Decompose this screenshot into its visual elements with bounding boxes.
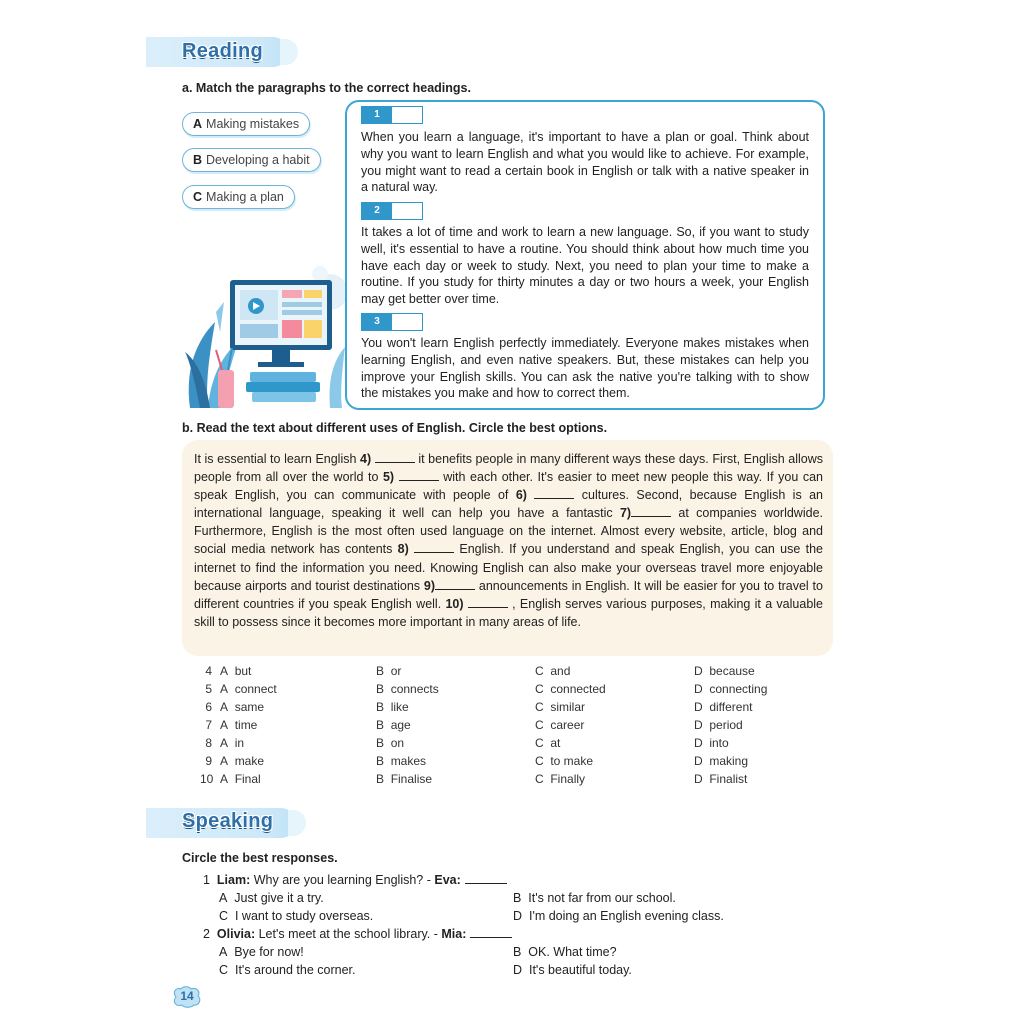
options-row-8: 8 A in B on C at D into [205,736,729,750]
blank-10[interactable] [468,597,508,608]
blank-8[interactable] [414,542,454,553]
q2-option-c[interactable]: C It's around the corner. [219,963,356,977]
option-10d[interactable]: D Finalist [694,772,748,786]
blank-9[interactable] [435,579,475,590]
option-4d[interactable]: D because [694,664,755,678]
option-8b[interactable]: B on [376,736,405,750]
option-6d[interactable]: D different [694,700,753,714]
option-5b[interactable]: B connects [376,682,439,696]
option-6c[interactable]: C similar [535,700,586,714]
option-8c[interactable]: C at [535,736,561,750]
option-9d[interactable]: D making [694,754,749,768]
q1-blank[interactable] [465,873,507,884]
speaking-q2: 2 Olivia: Let's meet at the school library. - Mia: [203,927,512,941]
speaking-title: Speaking [182,810,274,832]
speaking-q1: 1 Liam: Why are you learning English? - Eva: [203,873,507,887]
heading-a[interactable]: A Making mistakes [182,112,310,136]
q2-option-b[interactable]: B OK. What time? [513,945,617,959]
option-10c[interactable]: C Finally [535,772,586,786]
options-row-4: 4 A but B or C and D because [205,664,755,678]
option-4a[interactable]: A but [220,664,252,678]
blank-4[interactable] [375,452,415,463]
option-5a[interactable]: A connect [220,682,277,696]
blank-7[interactable] [631,506,671,517]
options-row-5: 5 A connect B connects C connected D connecting [205,682,768,696]
option-4b[interactable]: B or [376,664,402,678]
q1-option-a[interactable]: A Just give it a try. [219,891,324,905]
paragraph-1-text: When you learn a language, it's important to have a plan or goal. Think about why you want to learn English and what you would like to achieve. For example, you might want to read a certain book in English or talk with a native speaker in a natural way. [361,130,809,195]
option-9b[interactable]: B makes [376,754,427,768]
option-7b[interactable]: B age [376,718,411,732]
computer-illustration [180,262,350,408]
option-5c[interactable]: C connected [535,682,606,696]
q1-option-d[interactable]: D I'm doing an English evening class. [513,909,724,923]
option-10b[interactable]: B Finalise [376,772,433,786]
option-4c[interactable]: C and [535,664,571,678]
blank-5[interactable] [399,470,439,481]
option-7c[interactable]: C career [535,718,585,732]
heading-b[interactable]: B Developing a habit [182,148,321,172]
paragraph-1-answer-box[interactable]: 1 [361,106,423,124]
blank-6[interactable] [534,488,574,499]
q1-option-b[interactable]: B It's not far from our school. [513,891,676,905]
options-row-7: 7 A time B age C career D period [205,718,743,732]
option-8d[interactable]: D into [694,736,729,750]
paragraph-3-answer-box[interactable]: 3 [361,313,423,331]
option-6a[interactable]: A same [220,700,265,714]
q1-option-c[interactable]: C I want to study overseas. [219,909,374,923]
option-8a[interactable]: A in [220,736,245,750]
option-5d[interactable]: D connecting [694,682,768,696]
q2-blank[interactable] [470,927,512,938]
paragraph-2-text: It takes a lot of time and work to learn a new language. So, if you want to study well, it's essential to have a routine. You should think about how much time you have each day or week to study. Next, you need to plan your time to make a routine. If you study for thirty minutes a day or two hours a week, your English may get better over time. [361,225,809,307]
option-7d[interactable]: D period [694,718,743,732]
option-9c[interactable]: C to make [535,754,594,768]
reading-title: Reading [182,40,263,62]
option-7a[interactable]: A time [220,718,258,732]
option-10a[interactable]: A Final [220,772,261,786]
option-9a[interactable]: A make [220,754,265,768]
q2-option-a[interactable]: A Bye for now! [219,945,304,959]
heading-c[interactable]: C Making a plan [182,185,295,209]
options-row-10: 10 A Final B Finalise C Finally D Finalist [200,772,748,786]
cloze-passage-text: It is essential to learn English 4) it benefits people in many different ways these days. First, English allows people from all over the world to 5) with each other. It's easier to meet new people this way. If you can speak English, you can communicate with people of 6) cultures. Second, because English is an international language, speaking it well can help you have a fantastic 7) at companies worldwide. Furthermore, English is the most often used language on the internet. Almost every website, article, blog and social media network has contents 8) English. If you understand and speak English, you can use the internet to find the information you need. Knowing English can also make your overseas travel more enjoyable because airports and tourist destinations 9) announcements in English. It will be easier for you to travel to different countries if you speak English well. 10) , English serves various purposes, making it a valuable skill to possess since it becomes more important in many areas of life. [194,452,824,629]
speaking-instruction: Circle the best responses. [182,851,338,865]
q2-option-d[interactable]: D It's beautiful today. [513,963,632,977]
paragraph-3-text: You won't learn English perfectly immediately. Everyone makes mistakes when learning English, and even native speakers. But, these mistakes can help you improve your English skills. You can ask the native you're talking with to show the mistakes you make and how to correct them. [361,336,809,401]
options-row-6: 6 A same B like C similar D different [205,700,753,714]
paragraph-2-answer-box[interactable]: 2 [361,202,423,220]
part-b-instruction: b. Read the text about different uses of English. Circle the best options. [182,421,608,435]
part-a-instruction: a. Match the paragraphs to the correct headings. [182,81,471,95]
option-6b[interactable]: B like [376,700,409,714]
page-number-badge: 14 [170,986,204,1008]
options-row-9: 9 A make B makes C to make D making [205,754,749,768]
